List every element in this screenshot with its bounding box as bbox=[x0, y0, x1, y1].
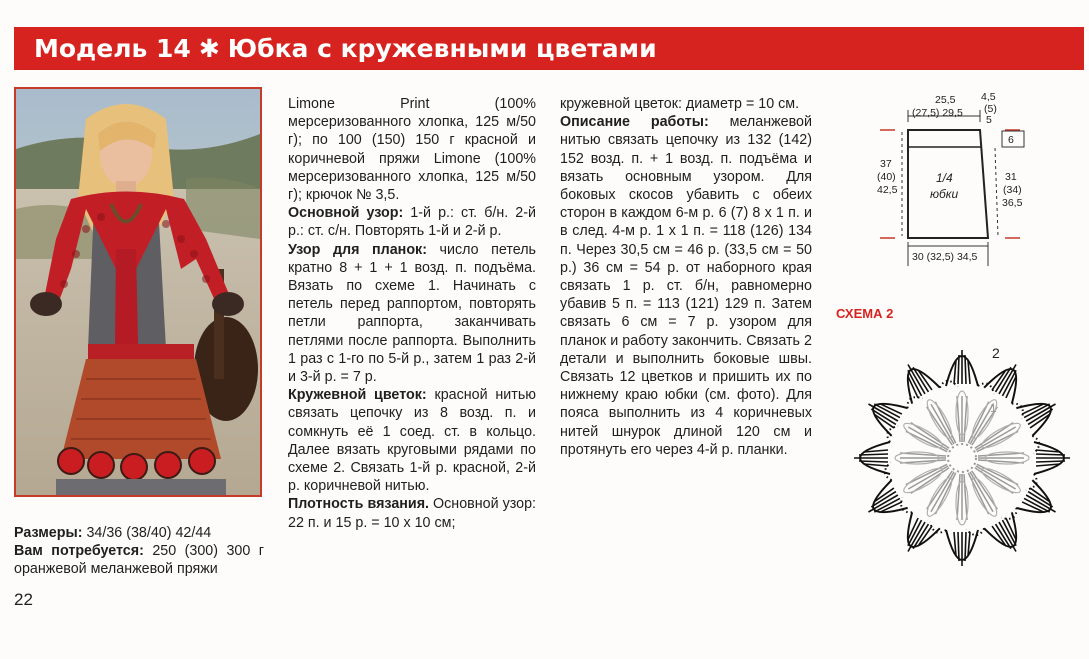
top-width-main: 25,5 bbox=[935, 94, 956, 106]
right-top-dim-2: (5) bbox=[984, 103, 997, 115]
main-pattern-text: 1-й р.: ст. б/н. 2-й р.: ст. с/н. Повторять 1-й и 2-й р. bbox=[288, 205, 537, 240]
materials-label: Вам потребуется: bbox=[14, 543, 144, 560]
schema-2-flower-chart bbox=[840, 330, 1080, 585]
model-number: Модель 14 bbox=[34, 34, 191, 63]
plank-pattern-label: Узор для планок: bbox=[288, 241, 427, 258]
center-ring bbox=[948, 444, 976, 472]
petal bbox=[978, 442, 1070, 490]
left-height-1: 37 bbox=[880, 158, 892, 170]
schematic-label-1: 1/4 bbox=[936, 171, 953, 185]
materials-value: 250 (300) 300 г оранжевой меланжевой пряжи bbox=[14, 543, 264, 578]
row-2-label: 2 bbox=[992, 345, 1000, 361]
model-photo-illustration bbox=[16, 89, 260, 495]
plank-pattern-text: число петель кратно 8 + 1 + 1 возд. п. подъёма. Вязать по схеме 1. Начинать с петель перед раппортом, повторять петли раппорта, заканчивать петлями после раппорта. Выполнить 1 раз с 1-го по 5-й р., затем 1 раз 2-й и 3-й р. = 7 р. bbox=[288, 241, 536, 386]
instructions-column-3 bbox=[560, 95, 812, 459]
main-pattern-label: Основной узор: bbox=[288, 205, 404, 222]
flower-petals bbox=[852, 348, 1071, 567]
density-label: Плотность вязания. bbox=[288, 496, 430, 513]
left-height-3: 42,5 bbox=[877, 184, 898, 196]
model-photo bbox=[14, 87, 262, 497]
schematic-label-2: юбки bbox=[930, 187, 959, 201]
top-width-alt: (27,5) 29,5 bbox=[912, 107, 963, 119]
page-title: Юбка с кружевными цветами bbox=[227, 34, 657, 63]
row-1-label: 1 bbox=[990, 401, 997, 415]
skirt-schematic bbox=[840, 90, 1080, 270]
bottom-width: 30 (32,5) 34,5 bbox=[912, 251, 978, 263]
materials-continued: Limone Print (100% мерсеризованного хлопка, 125 м/50 г); по 100 (150) 150 г красной и коричневой пряжи Limone (100% мерсеризованного хлопка, 125 м/50 г); крючок № 3,5. bbox=[288, 96, 536, 204]
petal bbox=[854, 426, 946, 474]
instructions-column-2 bbox=[288, 95, 536, 532]
work-description-text: меланжевой нитью связать цепочку из 132 (142) 152 возд. п. + 1 возд. п. подъёма и вязать основным узором. Для боковых скосов убавить с обеих сторон в каждом 6-м р. 6 (7) 8 х 1 п. и в след. 4-м р. 1 х 1 п. = 118 (126) 134 п. Через 30,5 см = 46 р. (33,5 см = 50 р.) 36 см = 54 р. от наборного края связать 1 р. ст. б/н, равномерно убавив 5 п. = 113 (121) 129 п. Затем связать 6 см = 7 р. узором для планок и работу закончить. Связать 2 детали и выполнить боковые швы. Связать 12 цветков и пришить их по нижнему краю юбки (см. фото). Для пояса выполнить из 4 коричневых нитей шнурок длиной 120 см и протянуть его через 4-й р. планки. bbox=[560, 114, 812, 458]
flower-size-text: кружевной цветок: диаметр = 10 см. bbox=[560, 96, 800, 112]
lace-flower-label: Кружевной цветок: bbox=[288, 387, 427, 404]
band-height: 6 bbox=[1008, 134, 1014, 146]
density-text: Основной узор: 22 п. и 15 р. = 10 х 10 см; bbox=[288, 496, 536, 531]
sizes-block bbox=[14, 524, 264, 579]
right-top-dim-1: 4,5 bbox=[981, 91, 996, 103]
right-height-2: (34) bbox=[1003, 184, 1022, 196]
page-number: 22 bbox=[14, 590, 33, 609]
schema-2-title: СХЕМА 2 bbox=[836, 306, 894, 321]
sizes-label: Размеры: bbox=[14, 525, 83, 541]
petal bbox=[930, 474, 978, 566]
left-height-2: (40) bbox=[877, 171, 896, 183]
right-height-3: 36,5 bbox=[1002, 197, 1023, 209]
petal bbox=[946, 350, 994, 442]
lace-flower-text: красной нитью связать цепочку из 8 возд. п. и сомкнуть её 1 соед. ст. в кольцо. Далее вязать круговыми рядами по схеме 2. Связать 1-й р. красной, 2-й р. коричневой нитью. bbox=[288, 387, 536, 495]
right-height-1: 31 bbox=[1005, 171, 1017, 183]
right-top-dim-3: 5 bbox=[986, 114, 992, 126]
work-description-label: Описание работы: bbox=[560, 114, 709, 131]
title-banner bbox=[14, 27, 1084, 70]
sizes-value: 34/36 (38/40) 42/44 bbox=[82, 525, 212, 541]
star-icon: ✱ bbox=[198, 34, 220, 63]
